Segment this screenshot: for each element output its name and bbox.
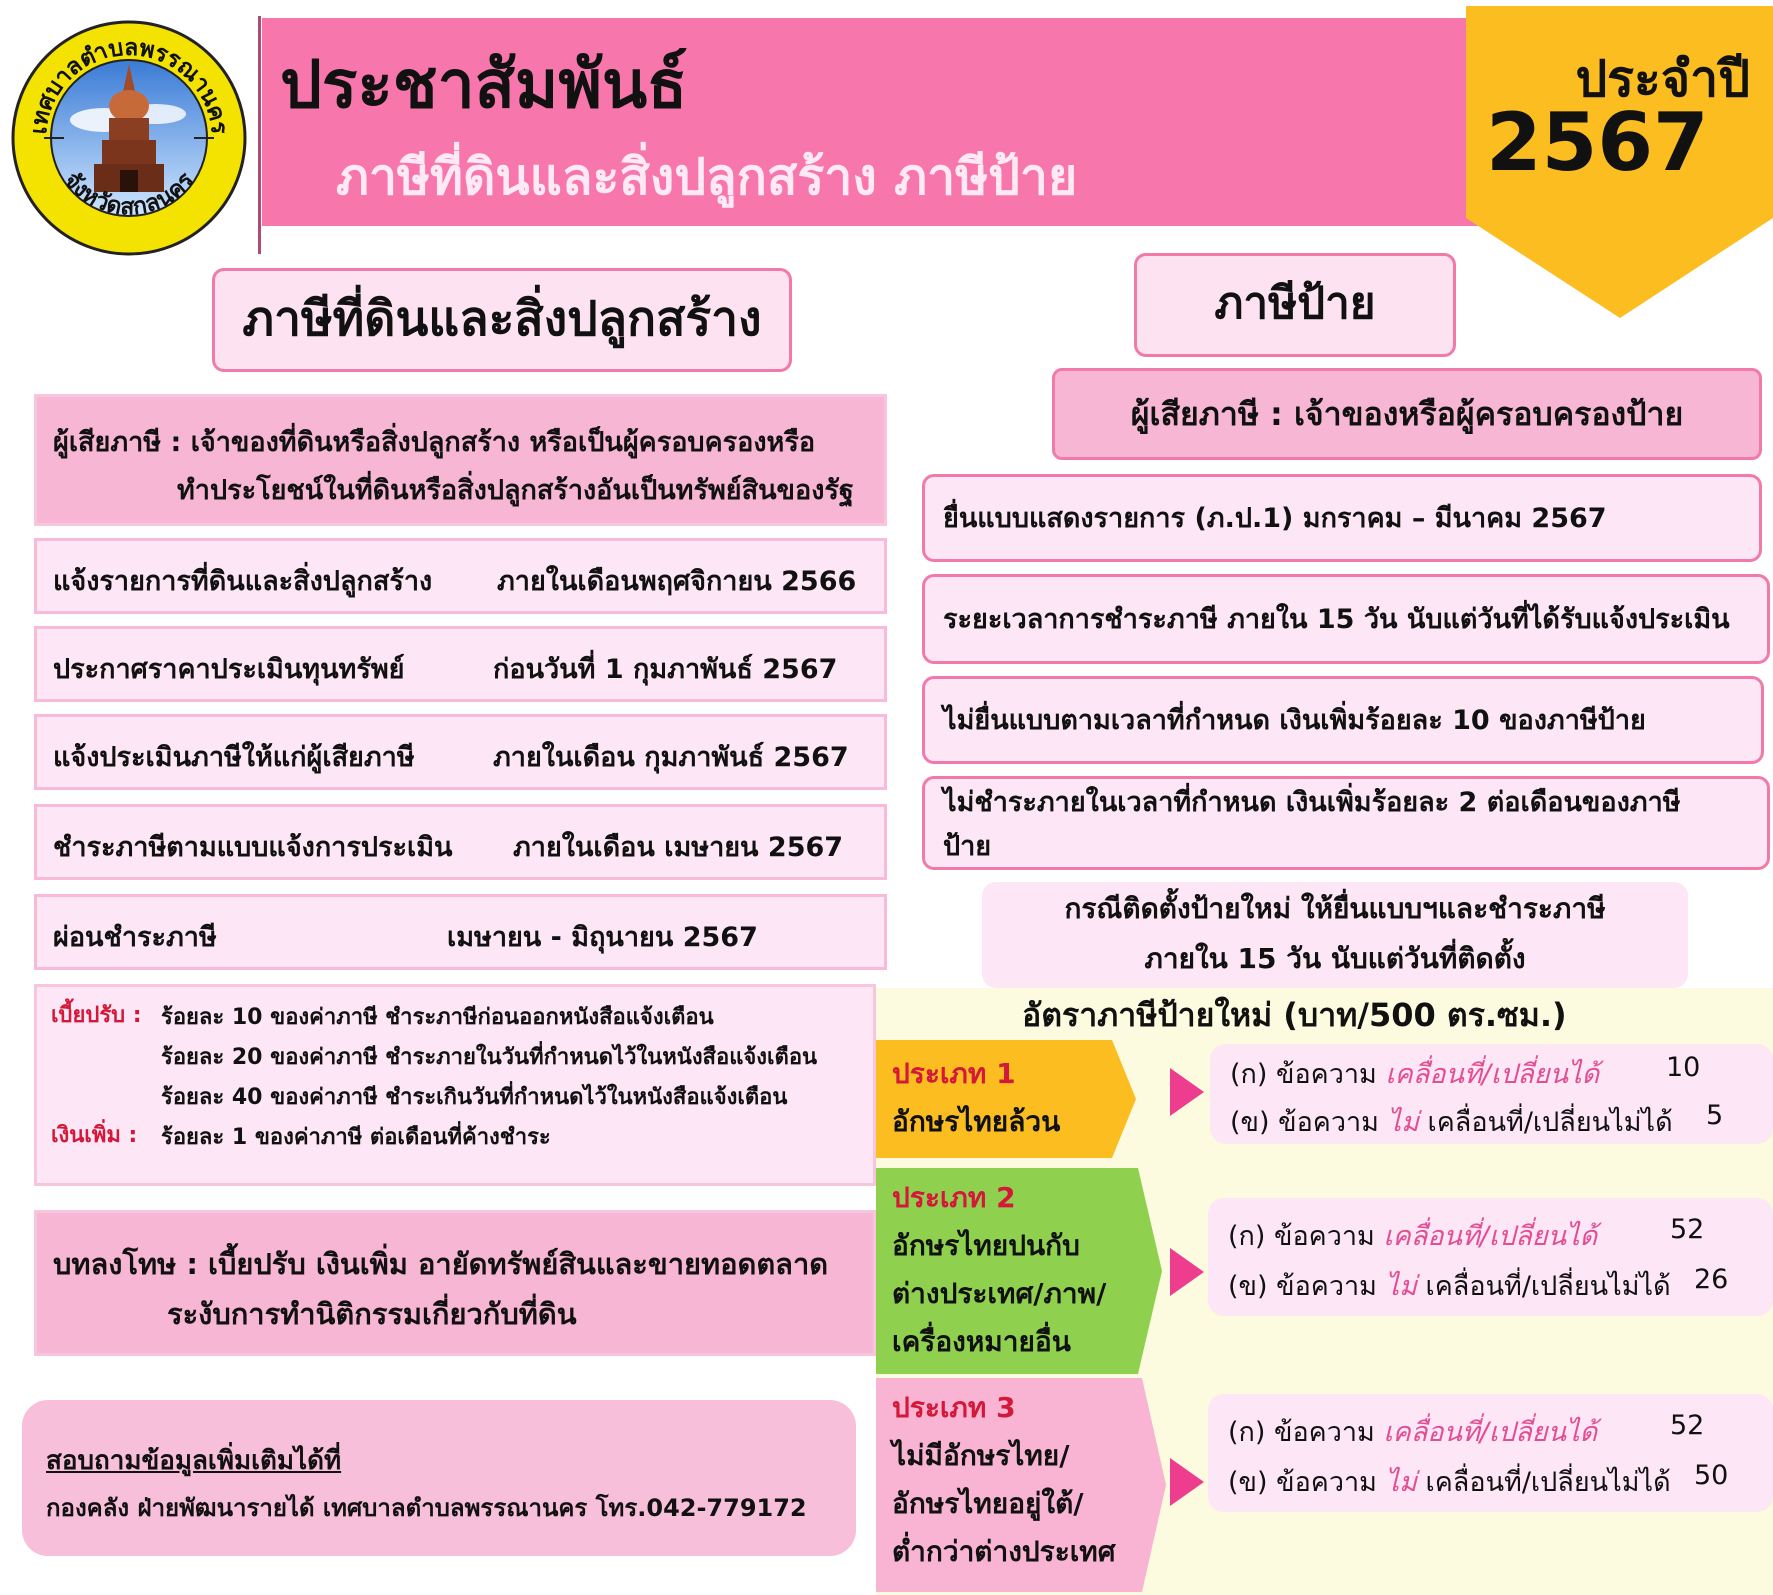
sign-info-item: ระยะเวลาการชำระภาษี ภายใน 15 วัน นับแต่วันที่ได้รับแจ้งประเมิน [922,574,1770,664]
page-subtitle: ภาษีที่ดินและสิ่งปลูกสร้าง ภาษีป้าย [336,148,1078,206]
sign-category-2 [876,1168,1162,1374]
year-label: ประจำปี [1575,50,1750,108]
land-step-label: ผ่อนชำระภาษี [53,922,217,953]
new-sign-line-1: กรณีติดตั้งป้ายใหม่ ให้ยื่นแบบฯและชำระภาษี [1064,892,1606,925]
rate-line: (ข) ข้อความ ไม่ เคลื่อนที่/เปลี่ยนไม่ได้ [1228,1271,1671,1302]
category-desc: อักษรไทยปนกับ [892,1229,1080,1262]
pointer-arrow-icon [1170,1068,1204,1116]
fines-box [34,984,876,1186]
penalty-line-2: ระงับการทำนิติกรรมเกี่ยวกับที่ดิน [167,1297,577,1331]
new-sign-note [982,882,1688,988]
rate-line: (ก) ข้อความ เคลื่อนที่/เปลี่ยนได้ [1230,1059,1600,1090]
sign-taxpayer-box: ผู้เสียภาษี : เจ้าของหรือผู้ครอบครองป้าย [1052,368,1762,460]
pointer-arrow-icon [1170,1458,1204,1506]
year-value: 2567 [1486,96,1709,189]
category-desc: ต่างประเทศ/ภาพ/ [892,1277,1107,1310]
rate-value: 10 [1666,1052,1701,1083]
sign-info-item: ยื่นแบบแสดงรายการ (ภ.ป.1) มกราคม – มีนาคม 2567 [922,474,1762,562]
late-payment-line-1: ไม่ชำระภายในเวลาที่กำหนด เงินเพิ่มร้อยละ 2 ต่อเดือนของภาษี [943,787,1681,818]
land-step-label: ประกาศราคาประเมินทุนทรัพย์ [53,654,405,685]
page-title: ประชาสัมพันธ์ [280,46,688,123]
fine-line: ร้อยละ 10 ของค่าภาษี ชำระภาษีก่อนออกหนังสือแจ้งเตือน [161,1005,714,1030]
new-sign-line-2: ภายใน 15 วัน นับแต่วันที่ติดตั้ง [1144,942,1526,975]
pointer-arrow-icon [1170,1248,1204,1296]
category-desc: อักษรไทยอยู่ใต้/ [892,1487,1084,1520]
land-taxpayer-line-1: ผู้เสียภาษี : เจ้าของที่ดินหรือสิ่งปลูกสร้าง หรือเป็นผู้ครอบครองหรือ [53,427,816,458]
land-step-item [34,894,887,970]
fine-line: ร้อยละ 20 ของค่าภาษี ชำระภายในวันที่กำหนดไว้ในหนังสือแจ้งเตือน [161,1045,818,1070]
rate-box-1 [1210,1044,1773,1144]
land-step-item [34,626,887,702]
svg-text:จังหวัดสกลนคร: จังหวัดสกลนคร [58,167,200,221]
land-step-value: เมษายน - มิถุนายน 2567 [447,922,758,953]
land-step-item [34,804,887,880]
rate-value: 5 [1706,1100,1724,1131]
surcharge-tag: เงินเพิ่ม : [51,1123,138,1148]
land-taxpayer-box [34,394,887,526]
municipality-logo [4,18,254,258]
fine-tag: เบี้ยปรับ : [51,1003,142,1028]
category-desc: ต่ำกว่าต่างประเทศ [892,1535,1116,1568]
rate-value: 52 [1670,1214,1705,1245]
land-step-value: ก่อนวันที่ 1 กุมภาพันธ์ 2567 [493,654,838,685]
category-name: ประเภท 2 [892,1181,1016,1214]
sign-tax-section-title: ภาษีป้าย [1134,253,1456,357]
rate-line: (ก) ข้อความ เคลื่อนที่/เปลี่ยนได้ [1228,1221,1598,1252]
contact-box [22,1400,856,1556]
category-name: ประเภท 1 [892,1057,1016,1090]
penalty-line-1: บทลงโทษ : เบี้ยปรับ เงินเพิ่ม อายัดทรัพย์สินและขายทอดตลาด [53,1247,829,1281]
category-desc: เครื่องหมายอื่น [892,1325,1071,1358]
contact-details: กองคลัง ฝ่ายพัฒนารายได้ เทศบาลตำบลพรรณานคร โทร.042-779172 [46,1494,807,1522]
category-desc: ไม่มีอักษรไทย/ [892,1439,1070,1472]
land-step-value: ภายในเดือน กุมภาพันธ์ 2567 [493,742,849,773]
rate-line: (ข) ข้อความ ไม่ เคลื่อนที่/เปลี่ยนไม่ได้ [1228,1467,1671,1498]
category-name: ประเภท 3 [892,1391,1016,1424]
sign-info-item [922,776,1770,870]
rate-value: 52 [1670,1410,1705,1441]
svg-text:เทศบาลตำบลพรรณานคร: เทศบาลตำบลพรรณานคร [26,34,233,136]
land-taxpayer-line-2: ทำประโยชน์ในที่ดินหรือสิ่งปลูกสร้างอันเป็นทรัพย์สินของรัฐ [177,475,854,506]
fine-line: ร้อยละ 40 ของค่าภาษี ชำระเกินวันที่กำหนดไว้ในหนังสือแจ้งเตือน [161,1085,788,1110]
contact-heading: สอบถามข้อมูลเพิ่มเติมได้ที่ [46,1446,342,1476]
land-step-item [34,714,887,790]
land-step-value: ภายในเดือนพฤศจิกายน 2566 [497,566,857,597]
rates-title: อัตราภาษีป้ายใหม่ (บาท/500 ตร.ซม.) [1022,996,1567,1034]
rate-value: 50 [1694,1460,1729,1491]
sign-category-1 [876,1040,1136,1158]
rate-line: (ข) ข้อความ ไม่ เคลื่อนที่/เปลี่ยนไม่ได้ [1230,1107,1673,1138]
land-step-label: ชำระภาษีตามแบบแจ้งการประเมิน [53,832,453,863]
header-divider [258,16,261,254]
rate-line: (ก) ข้อความ เคลื่อนที่/เปลี่ยนได้ [1228,1417,1598,1448]
category-desc: อักษรไทยล้วน [892,1105,1061,1138]
rate-value: 26 [1694,1264,1729,1295]
rate-box-3 [1208,1394,1773,1512]
rate-box-2 [1208,1198,1773,1316]
surcharge-line: ร้อยละ 1 ของค่าภาษี ต่อเดือนที่ค้างชำระ [161,1125,551,1150]
land-step-item [34,538,887,614]
penalty-box [34,1210,876,1356]
land-step-label: แจ้งประเมินภาษีให้แก่ผู้เสียภาษี [53,742,415,773]
land-step-value: ภายในเดือน เมษายน 2567 [513,832,844,863]
land-tax-section-title: ภาษีที่ดินและสิ่งปลูกสร้าง [212,268,792,372]
late-payment-line-2: ป้าย [943,831,992,862]
sign-info-item: ไม่ยื่นแบบตามเวลาที่กำหนด เงินเพิ่มร้อยละ 10 ของภาษีป้าย [922,676,1764,764]
sign-category-3 [876,1378,1166,1592]
land-step-label: แจ้งรายการที่ดินและสิ่งปลูกสร้าง [53,566,433,597]
